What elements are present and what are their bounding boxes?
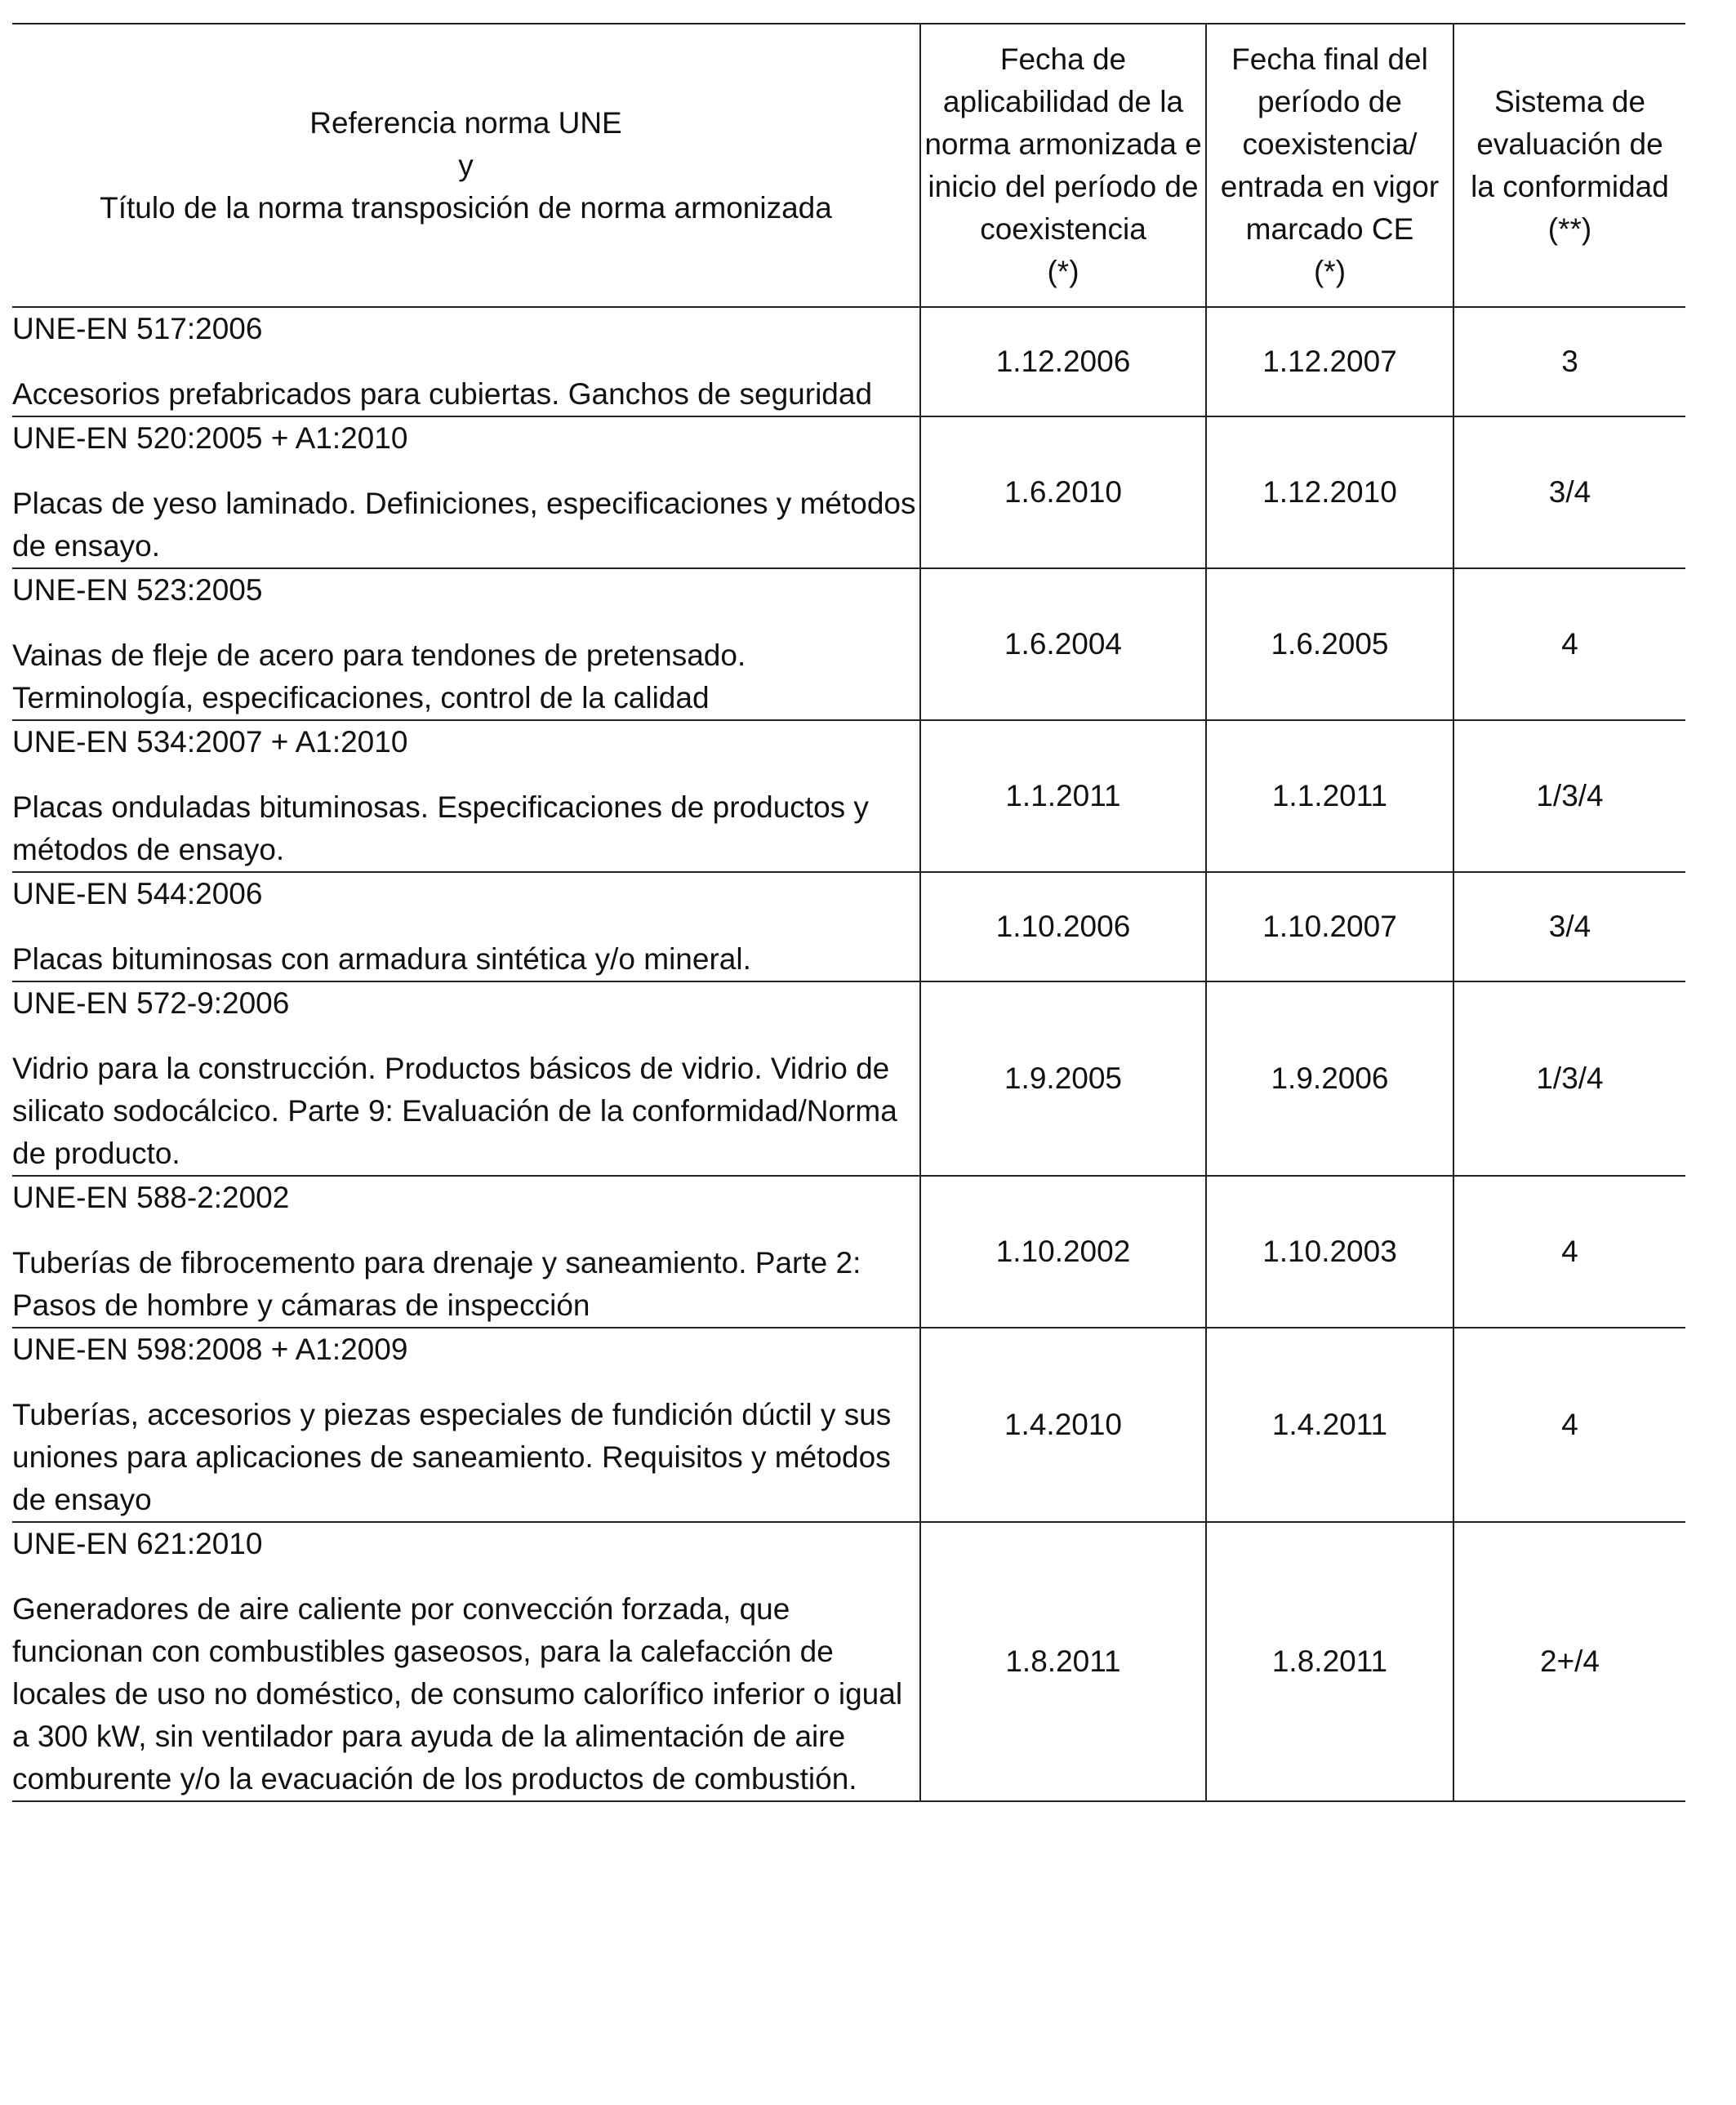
norm-title: Tuberías, accesorios y piezas especiales de fundición dúctil y sus uniones para aplicaciones de saneamiento. Requisitos y métodos de ensayo (12, 1398, 892, 1516)
norm-code: UNE-EN 621:2010 (12, 1527, 263, 1560)
table-row (12, 720, 1685, 872)
sistema-cell: 2+/4 (1453, 1522, 1685, 1801)
norm-code: UNE-EN 523:2005 (12, 573, 263, 607)
sistema-cell: 4 (1453, 568, 1685, 720)
sistema-cell: 4 (1453, 1328, 1685, 1522)
ref-cell (12, 720, 920, 872)
fecha-aplicabilidad-cell: 1.6.2004 (920, 568, 1206, 720)
header-fecha-aplicabilidad-line: (*) (1047, 254, 1079, 288)
header-sistema-line: la conformidad (1471, 169, 1669, 203)
fecha-final-cell: 1.12.2010 (1206, 416, 1453, 568)
table-row (12, 568, 1685, 720)
sistema-cell: 1/3/4 (1453, 720, 1685, 872)
ref-cell (12, 872, 920, 981)
ref-cell (12, 416, 920, 568)
sistema-cell: 1/3/4 (1453, 981, 1685, 1176)
sistema-cell: 3/4 (1453, 416, 1685, 568)
ref-cell (12, 568, 920, 720)
norm-code: UNE-EN 534:2007 + A1:2010 (12, 725, 408, 759)
fecha-final-cell: 1.12.2007 (1206, 307, 1453, 416)
header-ref-line: Título de la norma transposición de norma armonizada (100, 190, 832, 225)
header-sistema (1453, 24, 1685, 307)
norm-title: Vidrio para la construcción. Productos básicos de vidrio. Vidrio de silicato sodocálcico. Parte 9: Evaluación de la conformidad/Norma de producto. (12, 1052, 897, 1170)
sistema-cell: 3 (1453, 307, 1685, 416)
header-ref (12, 24, 920, 307)
sistema-cell: 3/4 (1453, 872, 1685, 981)
table-row (12, 981, 1685, 1176)
table-row (12, 1176, 1685, 1328)
table-row (12, 872, 1685, 981)
norm-title: Vainas de fleje de acero para tendones de pretensado. Terminología, especificaciones, control de la calidad (12, 639, 746, 714)
ref-cell (12, 307, 920, 416)
fecha-final-cell: 1.10.2007 (1206, 872, 1453, 981)
norm-code: UNE-EN 520:2005 + A1:2010 (12, 421, 408, 455)
header-ref-line: Referencia norma UNE (309, 105, 622, 140)
header-sistema-line: (**) (1547, 211, 1592, 246)
header-fecha-final-line: período de (1257, 84, 1402, 118)
header-fecha-aplicabilidad-line: aplicabilidad de la (942, 84, 1184, 118)
header-fecha-final (1206, 24, 1453, 307)
header-fecha-final-line: Fecha final del (1231, 42, 1428, 76)
fecha-aplicabilidad-cell: 1.10.2006 (920, 872, 1206, 981)
header-fecha-aplicabilidad-line: inicio del período de (928, 169, 1199, 203)
ref-cell (12, 1328, 920, 1522)
fecha-aplicabilidad-cell: 1.8.2011 (920, 1522, 1206, 1801)
fecha-final-cell: 1.9.2006 (1206, 981, 1453, 1176)
fecha-final-cell: 1.4.2011 (1206, 1328, 1453, 1522)
norm-title: Placas bituminosas con armadura sintética y/o mineral. (12, 942, 751, 976)
ref-cell (12, 981, 920, 1176)
fecha-aplicabilidad-cell: 1.1.2011 (920, 720, 1206, 872)
header-ref-line: y (458, 148, 474, 182)
norm-code: UNE-EN 598:2008 + A1:2009 (12, 1333, 408, 1366)
header-fecha-aplicabilidad-line: coexistencia (980, 211, 1146, 246)
fecha-aplicabilidad-cell: 1.9.2005 (920, 981, 1206, 1176)
fecha-final-cell: 1.10.2003 (1206, 1176, 1453, 1328)
fecha-final-cell: 1.1.2011 (1206, 720, 1453, 872)
fecha-aplicabilidad-cell: 1.6.2010 (920, 416, 1206, 568)
norm-title: Generadores de aire caliente por convección forzada, que funcionan con combustibles gaseosos, para la calefacción de locales de uso no doméstico, de consumo calorífico inferior o igual a 300 kW, sin ventilador para ayuda de la alimentación de aire comburente y/o la evacuación de los productos de combustión. (12, 1592, 903, 1796)
header-row (12, 24, 1685, 307)
fecha-final-cell: 1.8.2011 (1206, 1522, 1453, 1801)
norm-title: Placas de yeso laminado. Definiciones, especificaciones y métodos de ensayo. (12, 487, 916, 563)
header-fecha-final-line: entrada en vigor (1220, 169, 1440, 203)
table-row (12, 416, 1685, 568)
norm-code: UNE-EN 588-2:2002 (12, 1181, 290, 1214)
header-fecha-aplicabilidad-line: Fecha de (999, 42, 1127, 76)
fecha-aplicabilidad-cell: 1.4.2010 (920, 1328, 1206, 1522)
header-sistema-line: evaluación de (1476, 127, 1663, 161)
header-fecha-aplicabilidad (920, 24, 1206, 307)
table-row (12, 1522, 1685, 1801)
ref-cell (12, 1522, 920, 1801)
norm-title: Tuberías de fibrocemento para drenaje y saneamiento. Parte 2: Pasos de hombre y cámaras de inspección (12, 1246, 861, 1322)
fecha-aplicabilidad-cell: 1.12.2006 (920, 307, 1206, 416)
table-row (12, 307, 1685, 416)
table-row (12, 1328, 1685, 1522)
fecha-aplicabilidad-cell: 1.10.2002 (920, 1176, 1206, 1328)
fecha-final-cell: 1.6.2005 (1206, 568, 1453, 720)
header-sistema-line: Sistema de (1493, 84, 1646, 118)
norm-title: Accesorios prefabricados para cubiertas. Ganchos de seguridad (12, 377, 873, 411)
norms-table (12, 23, 1685, 1802)
header-fecha-final-line: (*) (1313, 254, 1347, 288)
norm-code: UNE-EN 517:2006 (12, 312, 263, 345)
norm-title: Placas onduladas bituminosas. Especificaciones de productos y métodos de ensayo. (12, 790, 869, 866)
header-fecha-final-line: marcado CE (1245, 211, 1414, 246)
norm-code: UNE-EN 544:2006 (12, 877, 263, 910)
ref-cell (12, 1176, 920, 1328)
header-fecha-final-line: coexistencia/ (1242, 127, 1418, 161)
sistema-cell: 4 (1453, 1176, 1685, 1328)
norm-code: UNE-EN 572-9:2006 (12, 986, 290, 1020)
header-fecha-aplicabilidad-line: norma armonizada e (924, 127, 1202, 161)
